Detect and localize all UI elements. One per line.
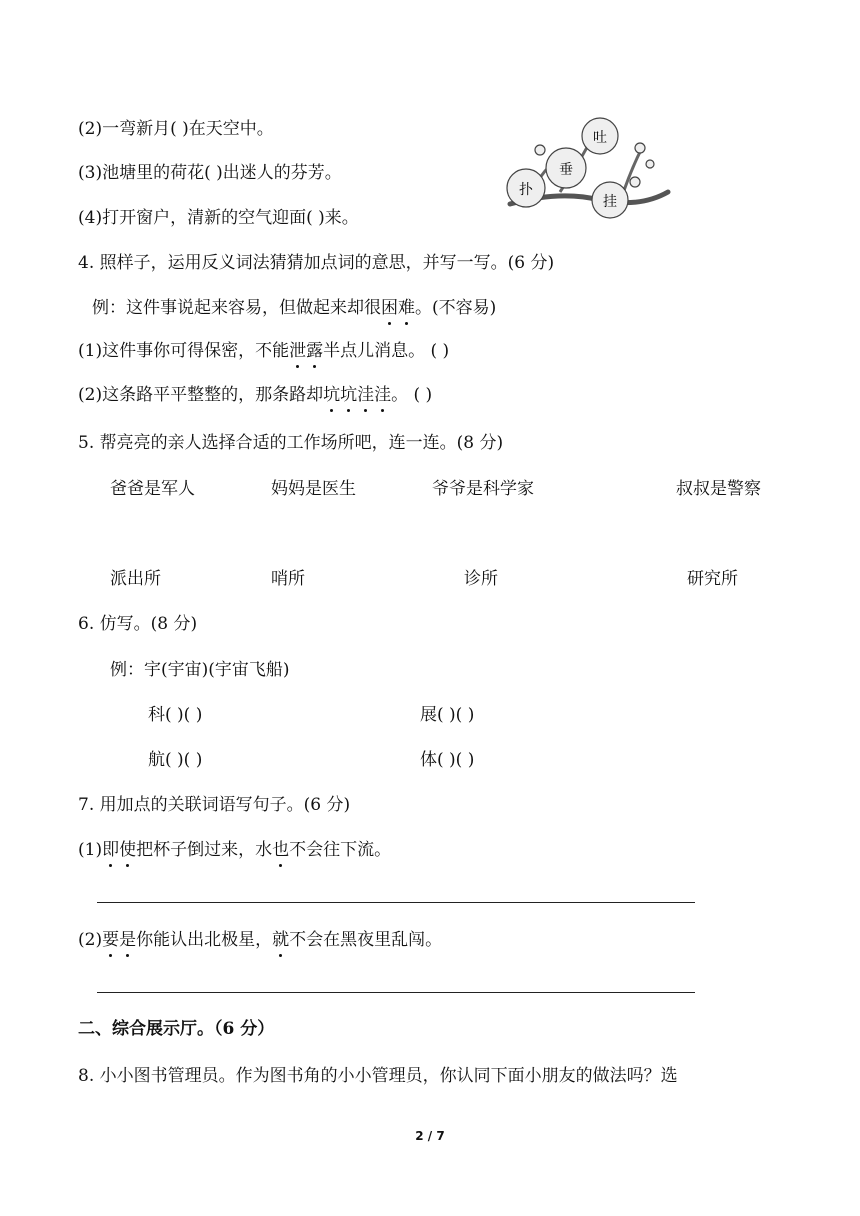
q4-s2-pre: (2)这条路平平整整的，那条路却 (78, 385, 324, 405)
q4-sentence-2 (78, 383, 432, 407)
dotted-char: 坑 (340, 385, 358, 405)
q4-example-post: 。(不容易) (415, 298, 497, 318)
section-2-heading: 二、综合展示厅。（6 分） (78, 1019, 275, 1039)
dotted-char: 困 (381, 298, 398, 318)
answer-line-1[interactable] (97, 902, 695, 903)
q5-place-2: 哨所 (271, 569, 305, 589)
q6-title: 6. 仿写。(8 分) (78, 614, 198, 634)
flower-word-4: 挂 (603, 194, 617, 210)
q5-place-1: 派出所 (110, 569, 161, 589)
q6-example: 例：宇(宇宙)(宇宙飞船) (110, 660, 290, 680)
flower-word-2: 垂 (559, 162, 573, 178)
q4-title: 4. 照样子，运用反义词法猜猜加点词的意思，并写一写。(6 分) (78, 253, 555, 273)
q7-s1-mid: 把杯子倒过来，水 (136, 840, 273, 860)
q5-title: 5. 帮亮亮的亲人选择合适的工作场所吧，连一连。(8 分) (78, 433, 504, 453)
q3-sentence-4: (4)打开窗户，清新的空气迎面( )来。 (78, 208, 359, 228)
dotted-char: 露 (306, 341, 324, 361)
q3-sentence-3: (3)池塘里的荷花( )出迷人的芬芳。 (78, 163, 342, 183)
q5-person-2: 妈妈是医生 (271, 479, 356, 499)
q8-text: 8. 小小图书管理员。作为图书角的小小管理员，你认同下面小朋友的做法吗？选 (78, 1066, 678, 1086)
dotted-char: 坑 (323, 385, 341, 405)
dotted-char: 洼 (374, 385, 392, 405)
q5-person-1: 爸爸是军人 (110, 479, 195, 499)
q4-sentence-1 (78, 339, 449, 363)
dotted-char: 即 (102, 840, 120, 860)
q3-sentence-2: (2)一弯新月( )在天空中。 (78, 119, 274, 139)
dotted-char: 要 (102, 930, 120, 950)
q6-item-2: 展( )( ) (420, 705, 475, 725)
q4-example-pre: 例：这件事说起来容易，但做起来却很 (92, 298, 381, 318)
flower-word-3: 扑 (519, 182, 533, 198)
q5-person-4: 叔叔是警察 (676, 479, 761, 499)
page-number: 2 / 7 (415, 1129, 445, 1143)
q5-person-3: 爷爷是科学家 (432, 479, 534, 499)
q7-s2-mid: 你能认出北极星， (136, 930, 273, 950)
q7-sentence-1 (78, 838, 391, 862)
q5-place-3: 诊所 (464, 569, 498, 589)
q4-s1-pre: (1)这件事你可得保密，不能 (78, 341, 290, 361)
q4-s2-post: 。 ( ) (391, 385, 433, 405)
q6-item-4: 体( )( ) (420, 750, 475, 770)
answer-line-2[interactable] (97, 992, 695, 993)
q6-item-3: 航( )( ) (148, 750, 203, 770)
q5-place-4: 研究所 (687, 569, 738, 589)
q7-s2-post: 不会在黑夜里乱闯。 (289, 930, 443, 950)
dotted-char: 泄 (289, 341, 307, 361)
dotted-char: 是 (119, 930, 137, 950)
q7-sentence-2 (78, 928, 442, 952)
q4-s1-post: 半点儿消息。 ( ) (323, 341, 450, 361)
dotted-char: 使 (119, 840, 137, 860)
dotted-char: 也 (272, 840, 290, 860)
q7-title: 7. 用加点的关联词语写句子。(6 分) (78, 795, 351, 815)
q7-s1-post: 不会往下流。 (289, 840, 392, 860)
q7-s1-pre: (1) (78, 840, 103, 860)
dotted-char: 难 (398, 298, 415, 318)
flower-word-1: 吐 (593, 130, 607, 146)
q7-s2-pre: (2) (78, 930, 103, 950)
dotted-char: 就 (272, 930, 290, 950)
flower-branch-illustration (500, 112, 672, 224)
q4-example (92, 296, 496, 320)
q6-item-1: 科( )( ) (148, 705, 203, 725)
dotted-char: 洼 (357, 385, 375, 405)
